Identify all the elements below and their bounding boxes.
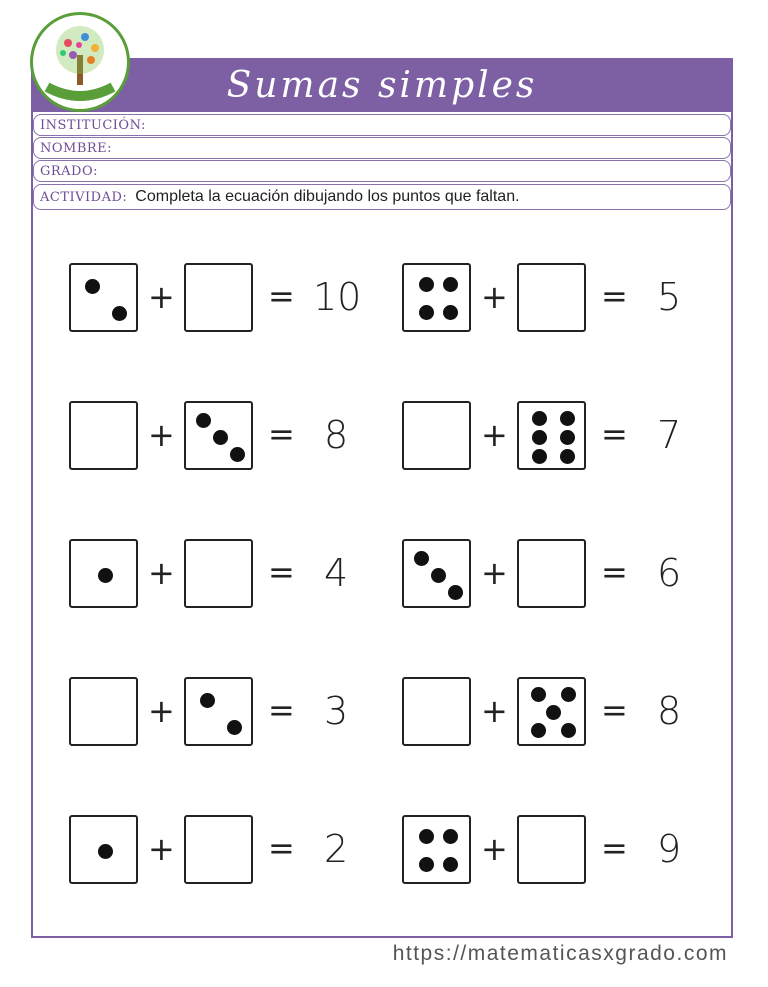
addend-box-right[interactable] (517, 539, 586, 608)
equals-sign: = (268, 829, 295, 867)
plus-sign: + (148, 830, 175, 868)
addend-box-left (69, 539, 138, 608)
die-dot (200, 693, 215, 708)
equals-sign: = (268, 691, 295, 729)
equals-sign: = (601, 691, 628, 729)
addend-box-left (402, 263, 471, 332)
plus-sign: + (481, 278, 508, 316)
die-dot (213, 430, 228, 445)
equals-sign: = (268, 277, 295, 315)
logo (30, 12, 130, 112)
die-dot (443, 829, 458, 844)
die-dot (531, 723, 546, 738)
activity-instructions: Completa la ecuación dibujando los puntos que faltan. (135, 188, 520, 205)
addend-box-right (517, 401, 586, 470)
die-dot (560, 449, 575, 464)
die-dot (560, 411, 575, 426)
equals-sign: = (601, 415, 628, 453)
addend-box-right[interactable] (517, 815, 586, 884)
addend-box-right[interactable] (517, 263, 586, 332)
sum-result: 9 (657, 827, 682, 871)
die-dot (98, 568, 113, 583)
die-dot (561, 687, 576, 702)
sum-result: 4 (324, 551, 349, 595)
field-institucion[interactable] (33, 114, 731, 136)
field-grado[interactable] (33, 160, 731, 182)
addend-box-left (402, 539, 471, 608)
plus-sign: + (148, 692, 175, 730)
sum-result: 2 (324, 827, 349, 871)
plus-sign: + (481, 416, 508, 454)
equals-sign: = (268, 415, 295, 453)
die-dot (431, 568, 446, 583)
page-title: Sumas simples (226, 64, 538, 106)
plus-sign: + (481, 554, 508, 592)
addend-box-left (69, 815, 138, 884)
plus-sign: + (481, 692, 508, 730)
plus-sign: + (481, 830, 508, 868)
die-dot (531, 687, 546, 702)
equals-sign: = (601, 829, 628, 867)
addend-box-right (517, 677, 586, 746)
die-dot (419, 277, 434, 292)
addend-box-right (184, 677, 253, 746)
die-dot (85, 279, 100, 294)
addend-box-left[interactable] (69, 677, 138, 746)
die-dot (196, 413, 211, 428)
die-dot (532, 449, 547, 464)
field-label-grado: GRADO: (40, 163, 99, 179)
addend-box-left[interactable] (402, 677, 471, 746)
addend-box-right (184, 401, 253, 470)
die-dot (532, 430, 547, 445)
sum-result: 5 (657, 275, 682, 319)
sum-result: 3 (324, 689, 349, 733)
addend-box-right[interactable] (184, 539, 253, 608)
die-dot (443, 857, 458, 872)
plus-sign: + (148, 278, 175, 316)
addend-box-left (69, 263, 138, 332)
die-dot (546, 705, 561, 720)
addend-box-left (402, 815, 471, 884)
die-dot (561, 723, 576, 738)
die-dot (419, 829, 434, 844)
die-dot (443, 277, 458, 292)
field-nombre[interactable] (33, 137, 731, 159)
sum-result: 10 (313, 275, 362, 319)
die-dot (419, 857, 434, 872)
plus-sign: + (148, 416, 175, 454)
field-label-actividad: ACTIVIDAD: (40, 189, 128, 205)
sum-result: 6 (657, 551, 682, 595)
die-dot (230, 447, 245, 462)
die-dot (443, 305, 458, 320)
equals-sign: = (601, 277, 628, 315)
equals-sign: = (601, 553, 628, 591)
sum-result: 8 (657, 689, 682, 733)
addend-box-left[interactable] (69, 401, 138, 470)
addend-box-right[interactable] (184, 263, 253, 332)
addend-box-right[interactable] (184, 815, 253, 884)
footer-url: https://matematicasxgrado.com (392, 942, 728, 965)
die-dot (112, 306, 127, 321)
die-dot (414, 551, 429, 566)
field-label-institucion: INSTITUCIÓN: (40, 117, 146, 133)
die-dot (98, 844, 113, 859)
die-dot (227, 720, 242, 735)
die-dot (419, 305, 434, 320)
plus-sign: + (148, 554, 175, 592)
equals-sign: = (268, 553, 295, 591)
logo-tree-icon (33, 15, 127, 109)
sum-result: 7 (657, 413, 682, 457)
die-dot (448, 585, 463, 600)
field-actividad (33, 184, 731, 210)
sum-result: 8 (324, 413, 349, 457)
field-label-nombre: NOMBRE: (40, 140, 113, 156)
die-dot (532, 411, 547, 426)
die-dot (560, 430, 575, 445)
addend-box-left[interactable] (402, 401, 471, 470)
